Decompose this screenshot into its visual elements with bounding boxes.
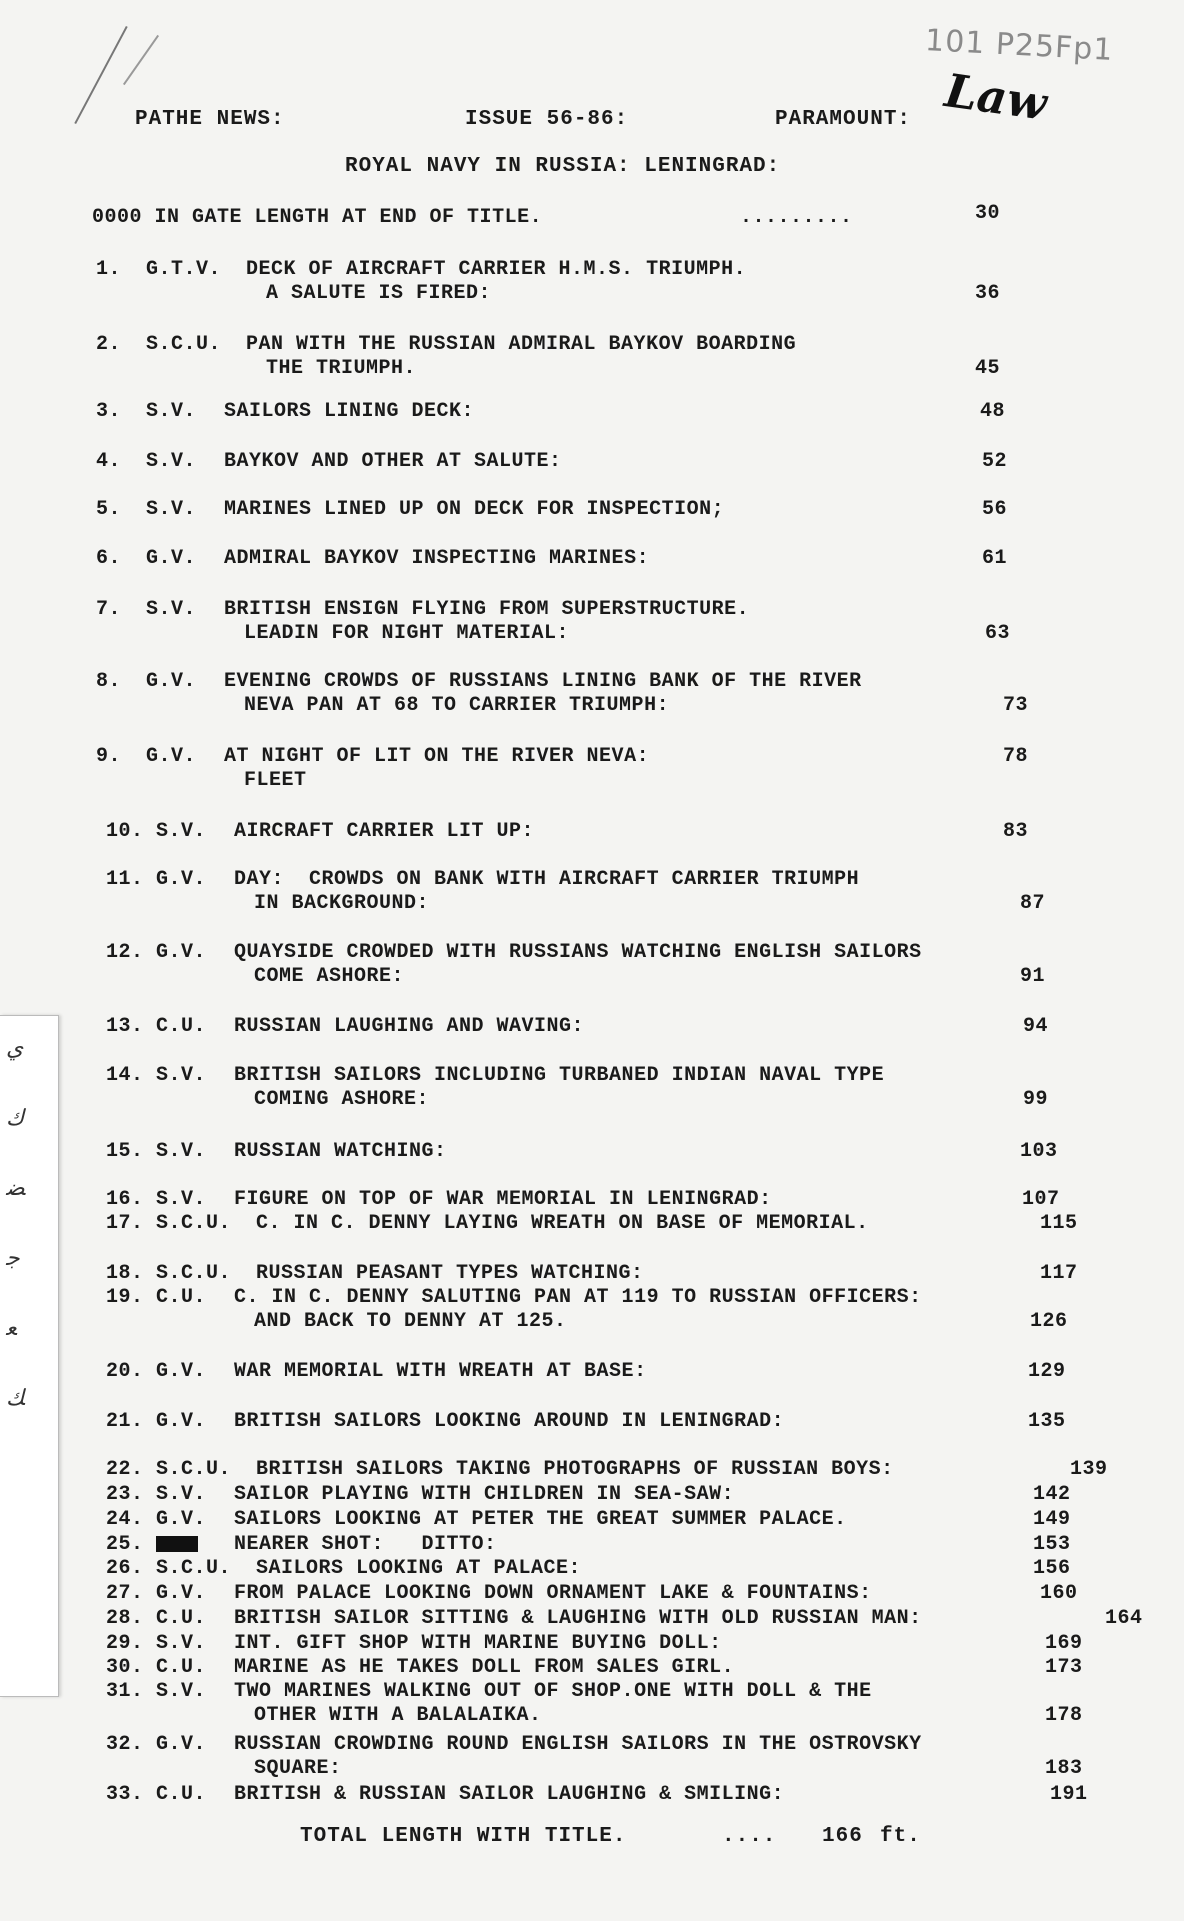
shot-number: 10.: [106, 820, 144, 843]
lead-in-length: 30: [975, 202, 1001, 225]
shot-length: 153: [1033, 1533, 1071, 1556]
shot-number: 7.: [96, 598, 122, 621]
shot-number: 18.: [106, 1262, 144, 1285]
shot-number: 4.: [96, 450, 122, 473]
margin-note-line: ﻌ: [6, 1316, 17, 1341]
shot-number: 29.: [106, 1632, 144, 1655]
shot-type: S.C.U.: [146, 333, 222, 356]
shot-description: MARINES LINED UP ON DECK FOR INSPECTION;: [224, 498, 725, 521]
shot-number: 14.: [106, 1064, 144, 1087]
total-unit: ft.: [880, 1825, 921, 1848]
shot-length: 142: [1033, 1483, 1071, 1506]
shot-number: 20.: [106, 1360, 144, 1383]
shot-description: C. IN C. DENNY SALUTING PAN AT 119 TO RUSSIAN OFFICERS:: [234, 1286, 922, 1309]
shot-number: 21.: [106, 1410, 144, 1433]
shot-length: 73: [1003, 694, 1029, 717]
shot-type: G.V.: [156, 1360, 207, 1383]
shot-number: 19.: [106, 1286, 144, 1309]
shot-length: 94: [1023, 1015, 1049, 1038]
margin-note-line: ﻀ: [6, 1176, 26, 1201]
shot-description-continued: FLEET: [244, 769, 307, 792]
shot-description-continued: COMING ASHORE:: [254, 1088, 430, 1111]
shot-number: 6.: [96, 547, 122, 570]
shot-length: 129: [1028, 1360, 1066, 1383]
shot-type: S.V.: [156, 1483, 207, 1506]
total-value: 166: [822, 1825, 863, 1848]
shot-number: 17.: [106, 1212, 144, 1235]
shot-type: C.U.: [156, 1015, 207, 1038]
shot-description: SAILORS LOOKING AT PETER THE GREAT SUMMER PALACE.: [234, 1508, 847, 1531]
shot-type: S.V.: [156, 1680, 207, 1703]
shot-number: 16.: [106, 1188, 144, 1211]
header-distributor: PARAMOUNT:: [775, 108, 912, 131]
shot-description-continued: AND BACK TO DENNY AT 125.: [254, 1310, 567, 1333]
header-issue: ISSUE 56-86:: [465, 108, 629, 131]
shot-number: 15.: [106, 1140, 144, 1163]
shot-description: RUSSIAN WATCHING:: [234, 1140, 447, 1163]
shot-description: WAR MEMORIAL WITH WREATH AT BASE:: [234, 1360, 647, 1383]
shot-length: 63: [985, 622, 1011, 645]
shot-type: S.C.U.: [156, 1212, 232, 1235]
shot-length: 156: [1033, 1557, 1071, 1580]
shot-description-continued: SQUARE:: [254, 1757, 342, 1780]
shot-type: S.V.: [156, 1632, 207, 1655]
shot-type: S.V.: [146, 450, 197, 473]
shot-description: ADMIRAL BAYKOV INSPECTING MARINES:: [224, 547, 650, 570]
header-newsreel: PATHE NEWS:: [135, 108, 285, 131]
shot-description-continued: NEVA PAN AT 68 TO CARRIER TRIUMPH:: [244, 694, 670, 717]
shot-length: 48: [980, 400, 1006, 423]
shot-description-continued: OTHER WITH A BALALAIKA.: [254, 1704, 542, 1727]
shot-number: 22.: [106, 1458, 144, 1481]
shot-description: BRITISH ENSIGN FLYING FROM SUPERSTRUCTURE.: [224, 598, 750, 621]
shot-description: BRITISH SAILORS LOOKING AROUND IN LENINGRAD:: [234, 1410, 785, 1433]
shot-number: 1.: [96, 258, 122, 281]
shot-description: MARINE AS HE TAKES DOLL FROM SALES GIRL.: [234, 1656, 735, 1679]
shot-length: 117: [1040, 1262, 1078, 1285]
shot-type: G.V.: [156, 1410, 207, 1433]
shot-number: 11.: [106, 868, 144, 891]
shot-type: S.V.: [156, 1188, 207, 1211]
shot-length: 103: [1020, 1140, 1058, 1163]
shot-description: TWO MARINES WALKING OUT OF SHOP.ONE WITH DOLL & THE: [234, 1680, 872, 1703]
shot-number: 12.: [106, 941, 144, 964]
shot-type: G.T.V.: [146, 258, 222, 281]
shot-length: 173: [1045, 1656, 1083, 1679]
shot-length: 56: [982, 498, 1008, 521]
shot-number: 13.: [106, 1015, 144, 1038]
shot-type: C.U.: [156, 1656, 207, 1679]
shot-length: 87: [1020, 892, 1046, 915]
shot-type: S.C.U.: [156, 1458, 232, 1481]
shot-description: QUAYSIDE CROWDED WITH RUSSIANS WATCHING ENGLISH SAILORS: [234, 941, 922, 964]
shot-length: 99: [1023, 1088, 1049, 1111]
shot-number: 2.: [96, 333, 122, 356]
shot-description-continued: A SALUTE IS FIRED:: [266, 282, 492, 305]
shot-description: RUSSIAN CROWDING ROUND ENGLISH SAILORS IN THE OSTROVSKY: [234, 1733, 922, 1756]
shot-length: 83: [1003, 820, 1029, 843]
shot-type: C.U.: [156, 1286, 207, 1309]
pen-scratch: [74, 26, 127, 124]
shot-description: SAILORS LINING DECK:: [224, 400, 475, 423]
shot-number: 25.: [106, 1533, 144, 1556]
shot-type: G.V.: [156, 941, 207, 964]
margin-note-line: ﻱ: [6, 1036, 24, 1061]
shot-length: 160: [1040, 1582, 1078, 1605]
shot-type: S.V.: [146, 400, 197, 423]
shot-length: 135: [1028, 1410, 1066, 1433]
lead-in-text: 0000 IN GATE LENGTH AT END OF TITLE.: [92, 206, 543, 229]
shot-length: 78: [1003, 745, 1029, 768]
shot-length: 191: [1050, 1783, 1088, 1806]
shot-description: RUSSIAN PEASANT TYPES WATCHING:: [256, 1262, 644, 1285]
shot-number: 5.: [96, 498, 122, 521]
shot-description: EVENING CROWDS OF RUSSIANS LINING BANK OF THE RIVER: [224, 670, 862, 693]
total-label: TOTAL LENGTH WITH TITLE.: [300, 1825, 627, 1848]
lead-in-dots: .........: [740, 206, 853, 229]
shot-number: 31.: [106, 1680, 144, 1703]
shot-description: NEARER SHOT: DITTO:: [234, 1533, 497, 1556]
shot-number: 8.: [96, 670, 122, 693]
shot-type: G.V.: [156, 1733, 207, 1756]
shot-description: FROM PALACE LOOKING DOWN ORNAMENT LAKE & FOUNTAINS:: [234, 1582, 872, 1605]
shot-type: [156, 1533, 198, 1556]
shot-number: 26.: [106, 1557, 144, 1580]
shot-description: RUSSIAN LAUGHING AND WAVING:: [234, 1015, 585, 1038]
shot-length: 149: [1033, 1508, 1071, 1531]
shot-length: 61: [982, 547, 1008, 570]
shot-type: S.V.: [156, 1064, 207, 1087]
shot-type: G.V.: [156, 1508, 207, 1531]
shot-type: S.V.: [156, 1140, 207, 1163]
shot-description: SAILOR PLAYING WITH CHILDREN IN SEA-SAW:: [234, 1483, 735, 1506]
shot-number: 32.: [106, 1733, 144, 1756]
attached-paper-strip: [0, 1015, 59, 1697]
shot-description: BRITISH SAILORS INCLUDING TURBANED INDIAN NAVAL TYPE: [234, 1064, 885, 1087]
shot-type: C.U.: [156, 1607, 207, 1630]
shot-type: G.V.: [146, 745, 197, 768]
shot-length: 52: [982, 450, 1008, 473]
shot-type: S.V.: [146, 598, 197, 621]
shot-type: S.V.: [156, 820, 207, 843]
shot-description: BRITISH SAILORS TAKING PHOTOGRAPHS OF RUSSIAN BOYS:: [256, 1458, 894, 1481]
shot-description: BRITISH SAILOR SITTING & LAUGHING WITH OLD RUSSIAN MAN:: [234, 1607, 922, 1630]
shot-description: INT. GIFT SHOP WITH MARINE BUYING DOLL:: [234, 1632, 722, 1655]
shot-length: 169: [1045, 1632, 1083, 1655]
shot-number: 30.: [106, 1656, 144, 1679]
shot-length: 45: [975, 357, 1001, 380]
shot-type: G.V.: [156, 868, 207, 891]
shot-number: 28.: [106, 1607, 144, 1630]
shot-number: 9.: [96, 745, 122, 768]
shot-description: PAN WITH THE RUSSIAN ADMIRAL BAYKOV BOARDING: [246, 333, 797, 356]
shot-type: C.U.: [156, 1783, 207, 1806]
shot-length: 36: [975, 282, 1001, 305]
redaction-mark: [156, 1536, 198, 1552]
shot-length: 107: [1022, 1188, 1060, 1211]
shot-description-continued: THE TRIUMPH.: [266, 357, 417, 380]
shot-type: G.V.: [146, 547, 197, 570]
shot-number: 33.: [106, 1783, 144, 1806]
shot-description: BRITISH & RUSSIAN SAILOR LAUGHING & SMILING:: [234, 1783, 785, 1806]
shot-description-continued: IN BACKGROUND:: [254, 892, 430, 915]
shot-description: BAYKOV AND OTHER AT SALUTE:: [224, 450, 562, 473]
pen-scratch: [123, 35, 159, 85]
story-title: ROYAL NAVY IN RUSSIA: LENINGRAD:: [345, 155, 781, 178]
shot-length: 126: [1030, 1310, 1068, 1333]
shot-description: AT NIGHT OF LIT ON THE RIVER NEVA:: [224, 745, 650, 768]
handwritten-initials: Law: [941, 63, 1051, 131]
margin-note-line: ﺟ: [6, 1246, 20, 1271]
shot-description-continued: LEADIN FOR NIGHT MATERIAL:: [244, 622, 570, 645]
shot-type: G.V.: [156, 1582, 207, 1605]
shot-description-continued: COME ASHORE:: [254, 965, 405, 988]
shot-length: 164: [1105, 1607, 1143, 1630]
margin-note-line: ﻚ: [6, 1386, 25, 1411]
shot-number: 24.: [106, 1508, 144, 1531]
shot-length: 139: [1070, 1458, 1108, 1481]
shot-description: FIGURE ON TOP OF WAR MEMORIAL IN LENINGRAD:: [234, 1188, 772, 1211]
shot-type: G.V.: [146, 670, 197, 693]
shot-description: C. IN C. DENNY LAYING WREATH ON BASE OF MEMORIAL.: [256, 1212, 869, 1235]
shot-number: 3.: [96, 400, 122, 423]
shot-length: 178: [1045, 1704, 1083, 1727]
shot-length: 91: [1020, 965, 1046, 988]
shot-description: DECK OF AIRCRAFT CARRIER H.M.S. TRIUMPH.: [246, 258, 747, 281]
shot-number: 27.: [106, 1582, 144, 1605]
shot-type: S.C.U.: [156, 1262, 232, 1285]
margin-note-line: ﻙ: [6, 1106, 25, 1131]
shot-description: SAILORS LOOKING AT PALACE:: [256, 1557, 582, 1580]
shot-number: 23.: [106, 1483, 144, 1506]
shot-description: DAY: CROWDS ON BANK WITH AIRCRAFT CARRIER TRIUMPH: [234, 868, 860, 891]
total-dots: ....: [722, 1825, 777, 1848]
shot-length: 183: [1045, 1757, 1083, 1780]
shot-type: S.V.: [146, 498, 197, 521]
shot-description: AIRCRAFT CARRIER LIT UP:: [234, 820, 535, 843]
archive-reference-number: 101 P25Fp1: [924, 23, 1115, 68]
shot-length: 115: [1040, 1212, 1078, 1235]
shot-type: S.C.U.: [156, 1557, 232, 1580]
